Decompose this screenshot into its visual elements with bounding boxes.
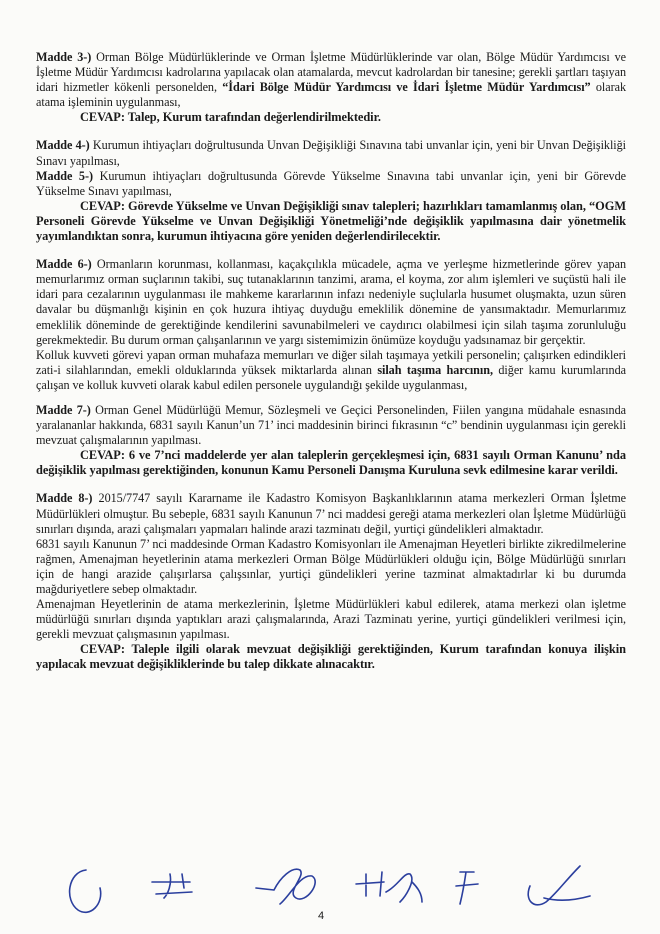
signature-2 [152, 874, 192, 898]
cevap-madde-8: CEVAP: Taleple ilgili olarak mevzuat değişikliği gerektiğinden, Kurum tarafından konuya ilişkin yapılacak mevzuat değişikliklerinde bu talep dikkate alınacaktır. [36, 642, 626, 672]
madde-5 [36, 169, 626, 199]
madde-6b-bold: silah taşıma harcının, [377, 362, 493, 377]
madde-7-heading: Madde 7-) [36, 402, 91, 417]
madde-4 [36, 138, 626, 168]
madde-3-heading: Madde 3-) [36, 50, 92, 64]
madde-6-heading: Madde 6-) [36, 257, 92, 272]
madde-8-heading: Madde 8-) [36, 491, 93, 506]
madde-5-heading: Madde 5-) [36, 168, 93, 183]
madde-7 [36, 403, 626, 448]
signature-1 [70, 870, 101, 912]
cevap-madde-4-5: CEVAP: Görevde Yükselme ve Unvan Değişikliği sınav talepleri; hazırlıkları tamamlanmış olan, “OGM Personeli Görevde Yükselme ve Unvan Değişikliği Yönetmeliği’nde değişiklik yapılmasına dair yönetmelik yayımlandıktan sonra, kurumun ihtiyacına göre yeniden değerlendirilecektir. [36, 198, 626, 244]
madde-5-text: Kurumun ihtiyaçları doğrultusunda Görevde Yükselme Sınavına tabi unvanlar için, yeni bir Görevde Yükselme Sınavı yapılması, [36, 168, 626, 198]
madde-4-text: Kurumun ihtiyaçları doğrultusunda Unvan Değişikliği Sınavına tabi unvanlar için, yeni bir Unvan Değişikliği Sınavı yapılması, [36, 138, 626, 168]
madde-6-continued [36, 348, 626, 393]
madde-8 [36, 491, 626, 536]
signature-4 [356, 872, 422, 902]
madde-6-text: Ormanların korunması, kollanması, kaçakçılıkla mücadele, açma ve yerleşme hizmetlerinde görev yapan memurlarımız orman suçlarının takibi, suç tutanaklarının tanzimi, arama, el koyma, zor alım işlemleri ve suçüstü hali ile idari para cezalarının uygulanması ile mahkeme kararlarının infazı nedeniyle suçlularla husumet oluşmakta, uzun süren davalar bu düşmanlığı kişinin en çok huzura ihtiyaç duyduğu emeklilik dönemine de yansımaktadır. Memurlarımız emeklilik döneminde de gerektiğinde kendilerini savunabilmeleri ve caydırıcı olabilmesi için silah taşıma zorunluluğu gerekmektedir. Bu durum orman çalışanlarının ve yargı sistemimizin önümüze koyduğu yadsınamaz bir gerçektir. [36, 257, 626, 347]
page-number: 4 [318, 910, 325, 922]
madde-6 [36, 257, 626, 348]
madde-7-text: Orman Genel Müdürlüğü Memur, Sözleşmeli ve Geçici Personelinden, Fiilen yangına müdahale esnasında yaralananlar hakkında, 6831 sayılı Kanun’un 71’ inci maddesinin birinci fıkrasının “c” bendinin uygulanması için gerekli mevzuat çalışmalarının yapılması. [36, 402, 626, 448]
madde-3-tail: olarak atama işleminin uygulanması, [36, 80, 626, 110]
madde-8-paragraph-2: 6831 sayılı Kanunun 7’ nci maddesinde Orman Kadastro Komisyonları ile Amenajman Heyetleri birlikte zikredilmelerine rağmen, Amenajman heyetlerinin atama merkezleri Orman Bölge Müdürlükleri olduğu için, Bölge Müdürlüğü sınırları için de hangi arazide çalışırlarsa çalışsınlar, yurtiçi gündelikleri yerine tazminat almaktadırlar ki bu durumda mağduriyetlere sebep olmaktadır. [36, 536, 626, 596]
document-page [36, 50, 626, 673]
madde-6b-text: Kolluk kuvveti görevi yapan orman muhafaza memurları ve diğer silah taşımaya yetkili personelin; çalışırken edindikleri zati-i silahlarından, emekli olduklarında yüksek miktarlarda alınan [36, 347, 626, 377]
madde-4-heading: Madde 4-) [36, 138, 90, 153]
madde-3-bold-title: “İdari Bölge Müdür Yardımcısı ve İdari İşletme Müdür Yardımcısı” [222, 80, 591, 95]
cevap-madde-6-7: CEVAP: 6 ve 7’nci maddelerde yer alan taleplerin gerçekleşmesi için, 6831 sayılı Orman Kanunu’ nda değişiklik yapılması gerektiğinden, konunun Kamu Personeli Danışma Kuruluna sevk edilmesine karar verildi. [36, 448, 626, 478]
signature-6 [528, 866, 590, 905]
signature-3 [256, 869, 315, 904]
madde-3 [36, 50, 626, 110]
madde-3-text: Orman Bölge Müdürlüklerinde ve Orman İşletme Müdürlüklerinde var olan, Bölge Müdür Yardımcısı ve İşletme Müdür Yardımcısı kadrolarına yapılacak olan atamalarda, mevcut kadrolardan bir tanesine; gerekli şartları taşıyan idari hizmetler kökenli personelden, [36, 50, 626, 95]
madde-8-text: 2015/7747 sayılı Kararname ile Kadastro Komisyon Başkanlıklarının atama merkezleri Orman İşletme Müdürlükleri olmuştur. Bu sebeple, 6831 sayılı Kanunun 7’ nci maddesi gereği atama merkezleri olan İşletme Müdürlüğü sınırları dışında, arazi çalışmaları yapmaları halinde arazi tazminatı değil, yurtiçi gündelikleri almaktadır. [36, 491, 626, 536]
madde-6b-tail: diğer kamu kurumlarında çalışan ve kolluk kuvveti olarak kabul edilen personele uygulandığı şekilde uygulanması, [36, 362, 626, 392]
cevap-madde-3: CEVAP: Talep, Kurum tarafından değerlendirilmektedir. [80, 110, 381, 125]
signature-5 [456, 872, 478, 904]
madde-8-paragraph-3: Amenajman Heyetlerinin de atama merkezlerinin, İşletme Müdürlükleri kabul edilerek, atama merkezi olan işletme müdürlüğü sınırları dışında yaptıkları arazi çalışmalarında, Arazi Tazminatı yerine, yurtiçi gündelikleri verilmesi için, gerekli mevzuat çalışmasının yapılması. [36, 597, 626, 642]
signatures [60, 852, 620, 927]
